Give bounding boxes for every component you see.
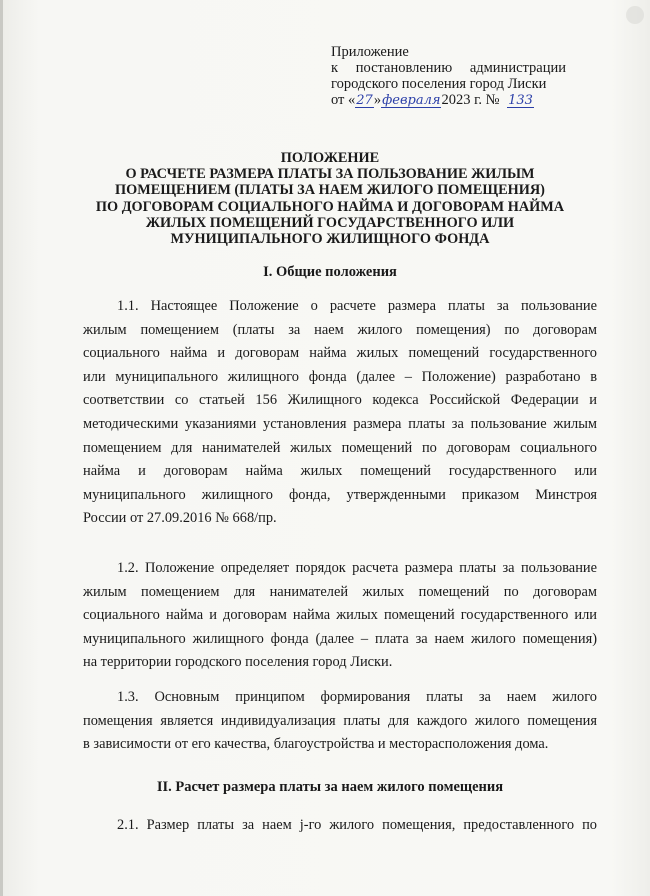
appendix-resolution-line: к постановлению администрации [331,60,566,76]
handwritten-day: 27 [356,93,373,108]
paragraph-2-1: 2.1. Размер платы за наем j-го жилого помещения, предоставленного по [117,817,597,833]
section-heading-calculation: II. Расчет размера платы за наем жилого помещения [156,779,504,795]
appendix-title: Приложение [331,44,409,60]
scan-mark [626,6,644,24]
handwritten-number: 133 [508,93,533,108]
handwritten-month: февраля [382,93,441,108]
paragraph-1-2: 1.2. Положение определяет порядок расчета размера платы за пользование жилым помещением для нанимателей жилых помещений по договорам социального найма и договорам найма жилых помещений государственного или муниципального жилищного фонда (далее – плата за наем жилого помещения) на территории городского поселения город Лиски. [83,560,597,671]
paragraph-1-1: 1.1. Настоящее Положение о расчете размера платы за пользование жилым помещением (платы за наем жилого помещения) по договорам социального найма и договорам найма жилых помещений государственного или муниципального жилищного фонда (далее – Положение) разработано в соответствии со статьей 156 Жилищного кодекса Российской Федерации и методическими указаниями установления размера платы за пользование жилым помещением для нанимателей жилых помещений по договорам социального найма и договорам найма жилых помещений государственного или муниципального жилищного фонда, утвержденными приказом Минстроя России от 27.09.2016 № 668/пр. [83,298,597,527]
page-edge [0,0,3,896]
appendix-block [331,44,566,108]
appendix-authority: городского поселения город Лиски [331,76,547,92]
paragraph-1-3: 1.3. Основным принципом формирования платы за наем жилого помещения является индивидуализация платы для каждого жилого помещения в зависимости от его качества, благоустройства и месторасположения дома. [83,689,597,753]
section-heading-general: I. Общие положения [263,264,397,280]
appendix-date-line: от «27»февраля2023 г. № 133 [331,92,533,108]
document-title: ПОЛОЖЕНИЕ О РАСЧЕТЕ РАЗМЕРА ПЛАТЫ ЗА ПОЛЬЗОВАНИЕ ЖИЛЫМ ПОМЕЩЕНИЕМ (ПЛАТЫ ЗА НАЕМ ЖИЛОГО ПОМЕЩЕНИЯ) ПО ДОГОВОРАМ СОЦИАЛЬНОГО НАЙМА И ДОГОВОРАМ НАЙМА ЖИЛЫХ ПОМЕЩЕНИЙ ГОСУДАРСТВЕННОГО ИЛИ МУНИЦИПАЛЬНОГО ЖИЛИЩНОГО ФОНДА [95,150,565,248]
